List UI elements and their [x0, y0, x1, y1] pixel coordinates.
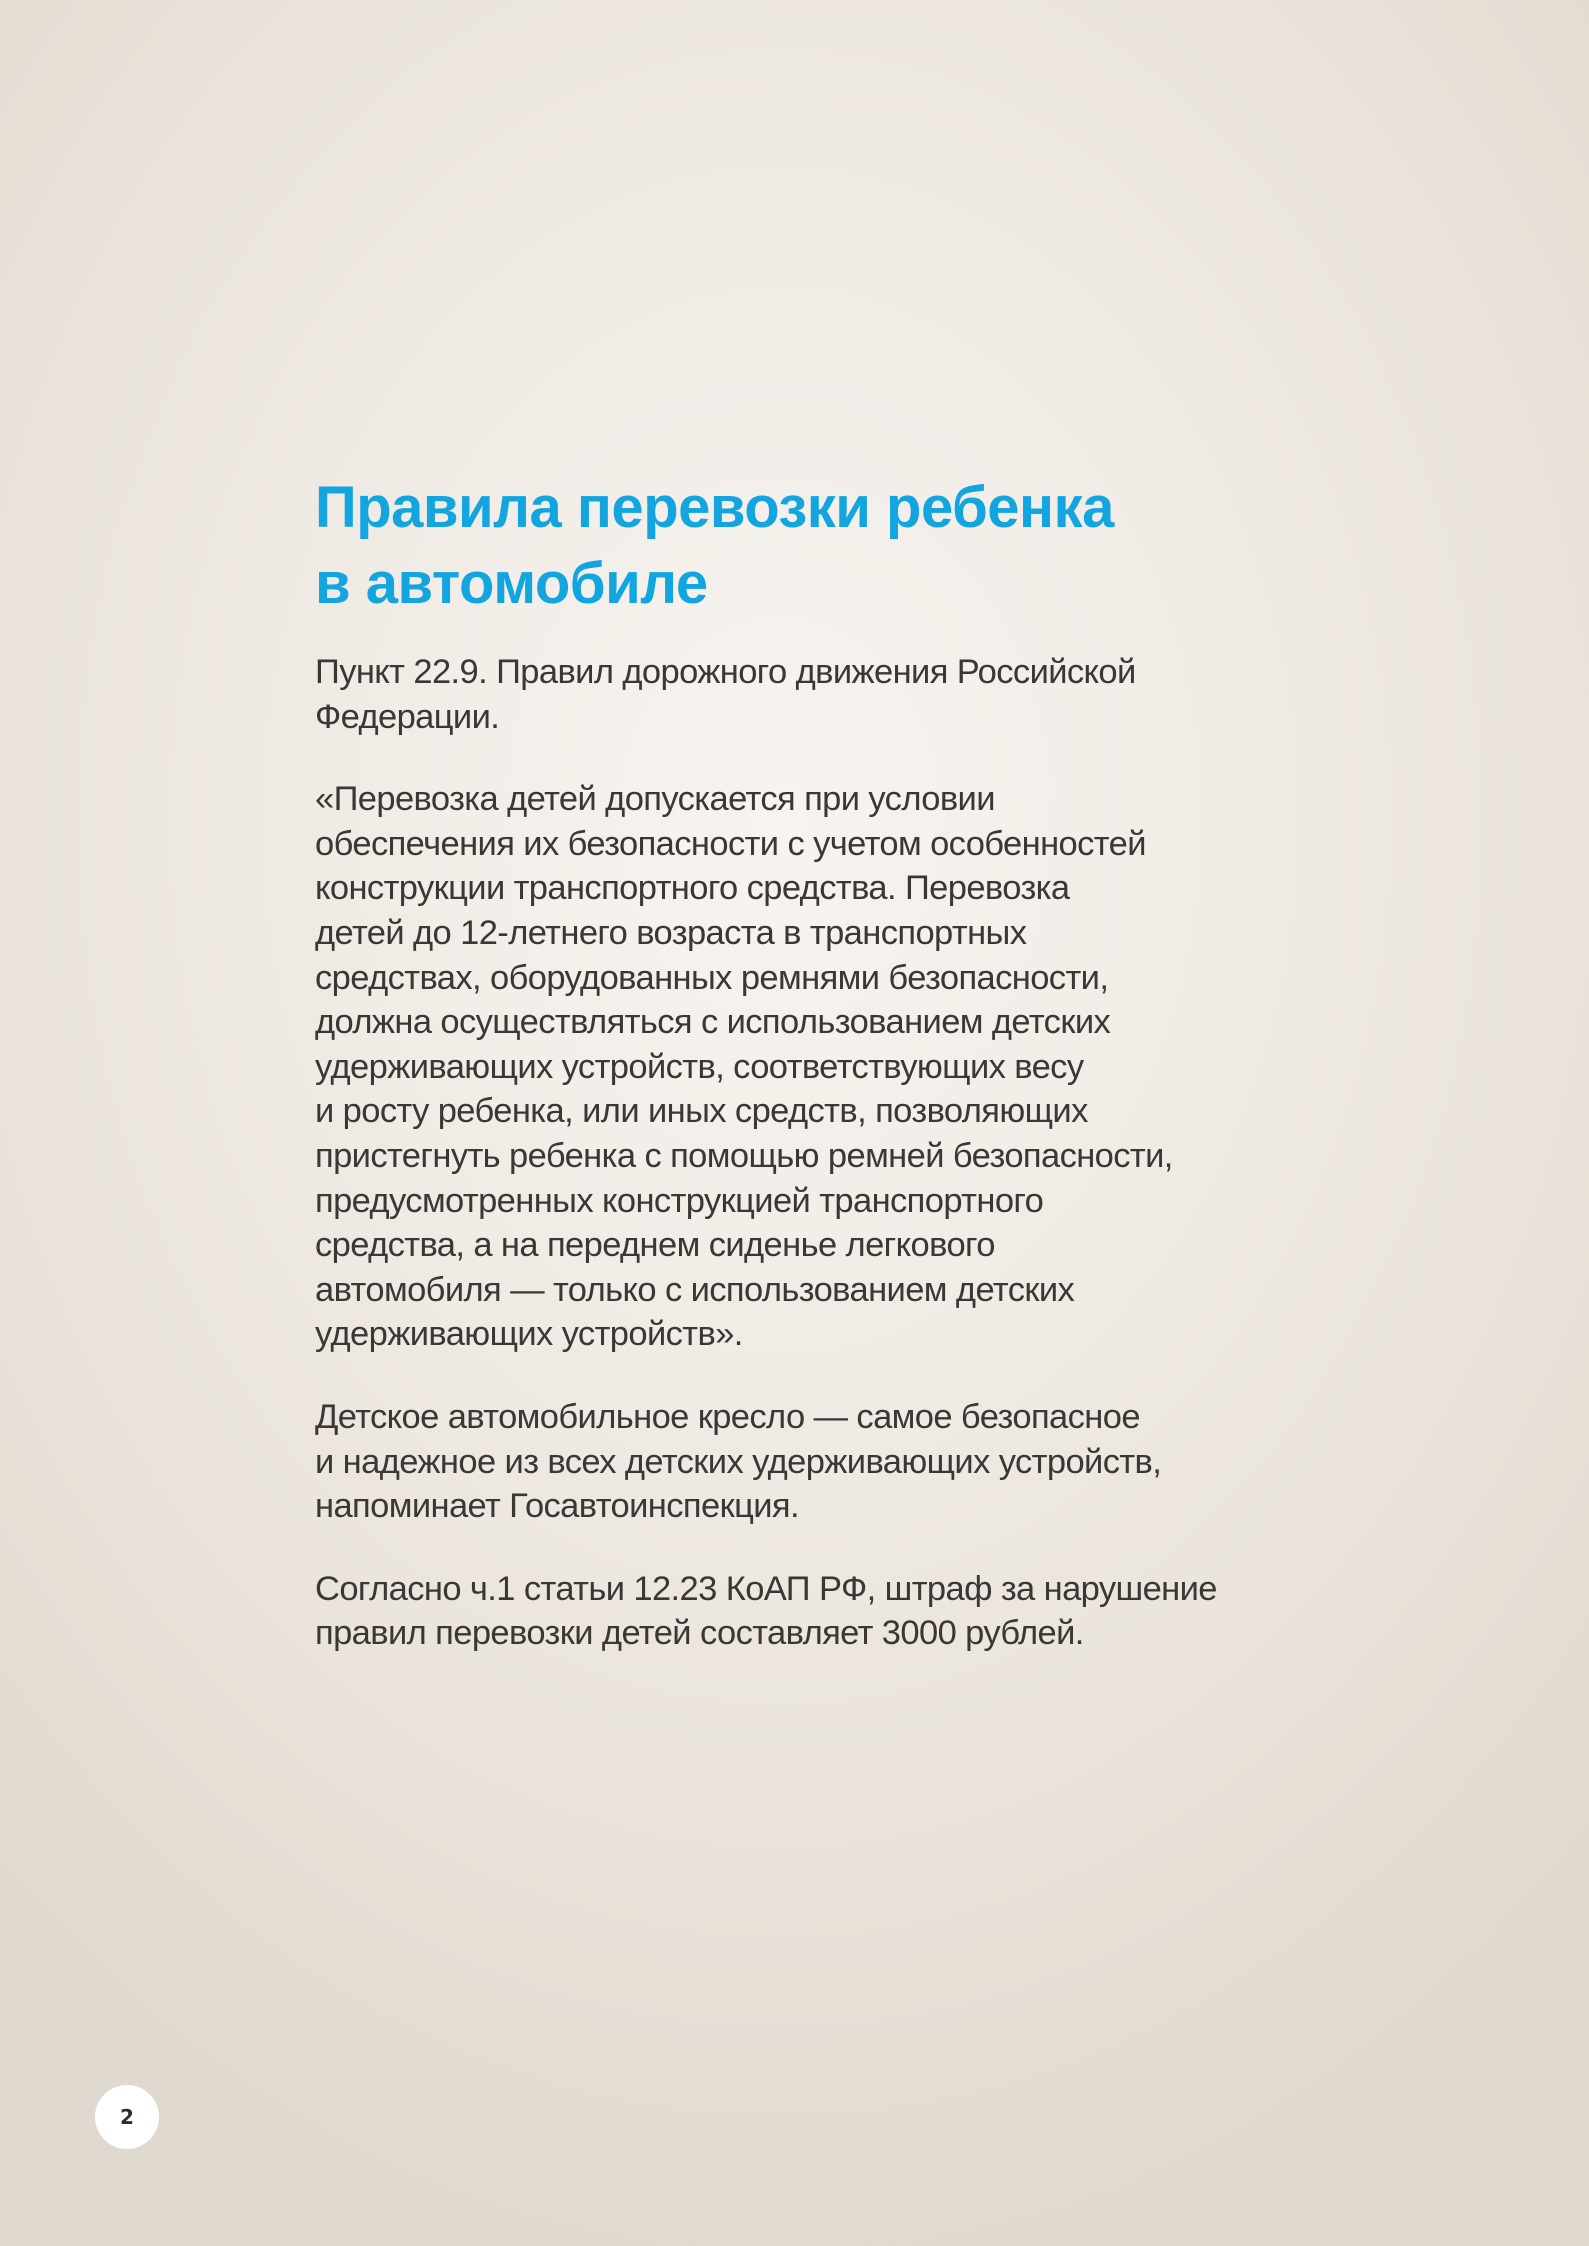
text-line: предусмотренных конструкцией транспортного	[315, 1181, 1044, 1220]
text-line: и росту ребенка, или иных средств, позволяющих	[315, 1092, 1088, 1131]
paragraph-rule-quote	[315, 777, 1315, 1357]
text-line: Федерации.	[315, 697, 500, 736]
text-line: Детское автомобильное кресло — самое безопасное	[315, 1397, 1140, 1436]
page-number-badge	[95, 2085, 159, 2149]
page-title	[315, 470, 1315, 622]
text-line: конструкции транспортного средства. Перевозка	[315, 869, 1070, 908]
text-line: средствах, оборудованных ремнями безопасности,	[315, 958, 1109, 997]
text-line: средства, а на переднем сиденье легкового	[315, 1226, 995, 1265]
text-line: «Перевозка детей допускается при условии	[315, 780, 995, 819]
text-line: удерживающих устройств, соответствующих весу	[315, 1047, 1084, 1086]
text-line: Пункт 22.9. Правил дорожного движения Российской	[315, 653, 1136, 691]
title-line: в автомобиле	[315, 551, 708, 616]
title-line: Правила перевозки ребенка	[315, 475, 1114, 540]
text-line: и надежное из всех детских удерживающих устройств,	[315, 1442, 1162, 1481]
text-line: автомобиля — только с использованием детских	[315, 1270, 1075, 1309]
text-line: пристегнуть ребенка с помощью ремней безопасности,	[315, 1136, 1173, 1175]
text-line: должна осуществляться с использованием детских	[315, 1003, 1111, 1042]
paragraph-fine-info	[315, 1567, 1315, 1656]
text-line: детей до 12-летнего возраста в транспортных	[315, 913, 1027, 952]
page-number: 2	[120, 2105, 134, 2129]
text-line: Согласно ч.1 статьи 12.23 КоАП РФ, штраф за нарушение	[315, 1569, 1217, 1608]
text-line: правил перевозки детей составляет 3000 рублей.	[315, 1614, 1084, 1653]
page-content	[315, 470, 1315, 1656]
paragraph-child-seat-note	[315, 1395, 1315, 1529]
paragraph-rule-reference	[315, 650, 1315, 739]
text-line: обеспечения их безопасности с учетом особенностей	[315, 824, 1146, 863]
text-line: удерживающих устройств».	[315, 1315, 743, 1354]
text-line: напоминает Госавтоинспекция.	[315, 1487, 799, 1526]
